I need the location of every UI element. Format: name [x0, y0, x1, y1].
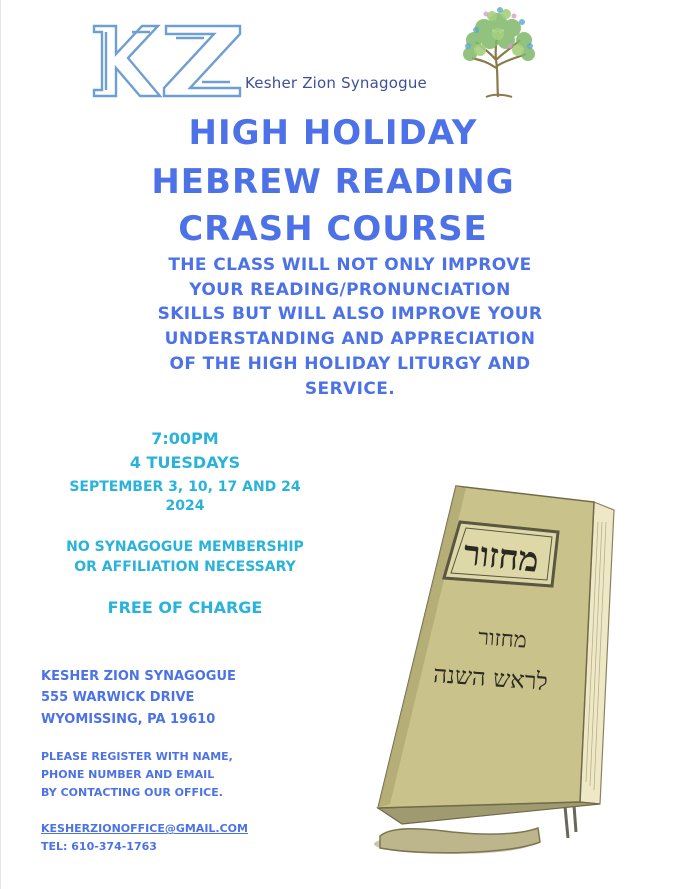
membership-line-2: OR AFFILIATION NECESSARY: [74, 559, 296, 575]
prayer-book-illustration: [362, 482, 632, 872]
book-subtitle-1: מחזור: [477, 625, 528, 654]
address-street: 555 WARWICK DRIVE: [41, 690, 195, 705]
class-count: 4 TUESDAYS: [129, 453, 241, 472]
membership-line-1: NO SYNAGOGUE MEMBERSHIP: [66, 539, 304, 555]
book-subtitle-2: לראש השנה: [432, 660, 549, 696]
class-time: 7:00PM: [151, 429, 219, 448]
title-line-3: CRASH COURSE: [178, 209, 488, 249]
description-line-6: SERVICE.: [304, 379, 396, 399]
kz-logo-text: KZ: [94, 98, 96, 99]
phone-number: TEL: 610-374-1763: [41, 840, 157, 853]
description-line-1: THE CLASS WILL NOT ONLY IMPROVE: [168, 255, 532, 275]
email-link[interactable]: KESHERZIONOFFICE@GMAIL.COM: [41, 822, 248, 835]
description-line-5: OF THE HIGH HOLIDAY LITURGY AND: [169, 354, 531, 374]
book-cover-title: מחזור: [461, 533, 541, 581]
cost-label: FREE OF CHARGE: [107, 598, 263, 617]
description-line-2: YOUR READING/PRONUNCIATION: [189, 280, 511, 300]
class-dates: SEPTEMBER 3, 10, 17 AND 24: [69, 479, 301, 495]
class-year: 2024: [165, 498, 205, 514]
address-city: WYOMISSING, PA 19610: [41, 712, 216, 727]
kz-logo: [92, 24, 242, 100]
page-edge: [0, 0, 1, 889]
registration-line-2: PHONE NUMBER AND EMAIL: [41, 768, 215, 781]
description-line-4: UNDERSTANDING AND APPRECIATION: [164, 329, 536, 349]
description-line-3: SKILLS BUT WILL ALSO IMPROVE YOUR: [157, 304, 543, 324]
title-line-1: HIGH HOLIDAY: [188, 113, 478, 153]
registration-line-3: BY CONTACTING OUR OFFICE.: [41, 786, 223, 799]
org-name: Kesher Zion Synagogue: [245, 74, 427, 92]
registration-line-1: PLEASE REGISTER WITH NAME,: [41, 750, 233, 763]
tree-icon: [460, 2, 538, 98]
address-name: KESHER ZION SYNAGOGUE: [41, 669, 236, 684]
title-line-2: HEBREW READING: [151, 162, 515, 202]
